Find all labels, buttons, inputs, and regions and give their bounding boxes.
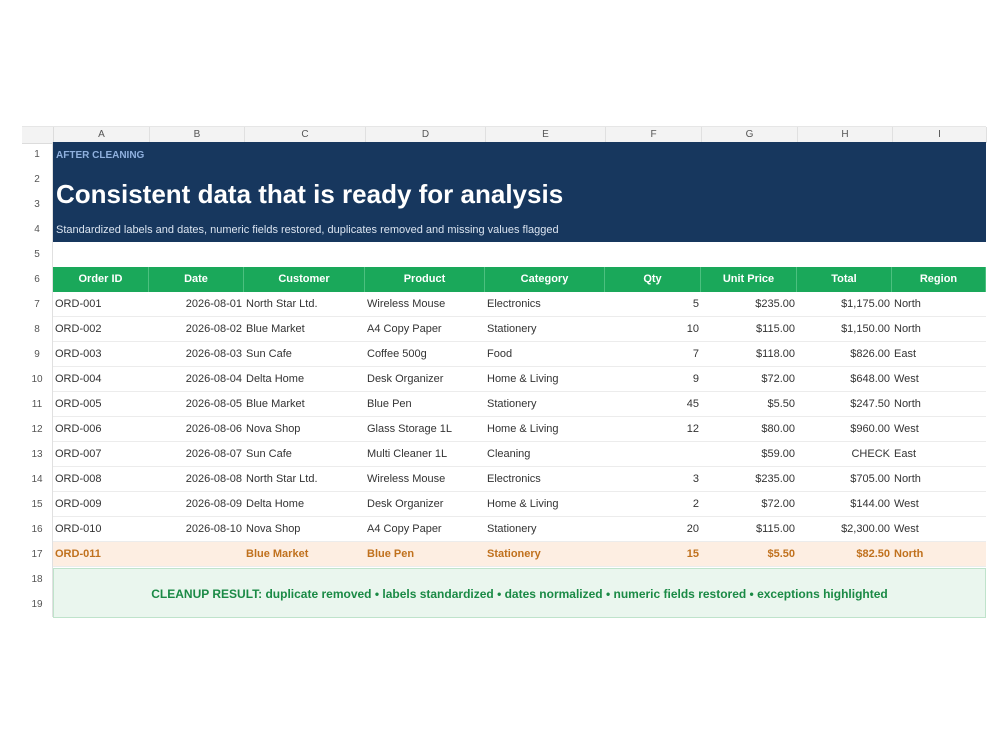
row-number-6[interactable]: 6 [22,267,53,292]
table-cell[interactable]: North [894,398,921,410]
table-cell[interactable]: North Star Ltd. [246,473,318,485]
table-cell[interactable]: 7 [692,348,699,360]
table-cell[interactable]: ORD-001 [55,298,102,310]
table-header-cell[interactable]: Product [365,267,485,292]
table-cell[interactable]: $2,300.00 [841,523,890,535]
table-cell[interactable]: Home & Living [487,373,559,385]
table-cell[interactable]: 5 [692,298,699,310]
table-cell[interactable]: West [894,523,919,535]
column-header-a[interactable]: A [54,127,150,143]
table-header-cell[interactable]: Region [892,267,986,292]
table-cell[interactable]: $59.00 [761,448,795,460]
table-cell[interactable]: A4 Copy Paper [367,523,442,535]
table-row [53,292,986,317]
table-header-cell[interactable]: Date [149,267,244,292]
table-cell[interactable]: North [894,473,921,485]
table-cell[interactable]: ORD-008 [55,473,102,485]
table-cell[interactable]: Sun Cafe [246,348,292,360]
table-header-row [53,267,986,292]
table-row [53,467,986,492]
table-cell[interactable]: ORD-011 [55,548,101,560]
table-cell[interactable]: West [894,373,919,385]
cleanup-result-banner: CLEANUP RESULT: duplicate removed • labels standardized • dates normalized • numeric fields restored • exceptions highlighted [53,568,986,618]
table-cell[interactable]: $144.00 [850,498,890,510]
select-all-corner[interactable] [22,127,54,143]
table-cell[interactable]: 10 [686,323,699,335]
table-cell[interactable]: 15 [686,548,699,560]
table-cell[interactable]: Wireless Mouse [367,298,446,310]
table-cell[interactable]: 2026-08-03 [185,348,242,360]
row-number-19[interactable]: 19 [22,592,53,617]
table-cell[interactable]: Blue Market [246,548,309,560]
row-number-14[interactable]: 14 [22,467,53,492]
table-cell[interactable]: $648.00 [850,373,890,385]
table-cell[interactable]: $5.50 [767,548,795,560]
column-header-h[interactable]: H [798,127,893,143]
row-number-9[interactable]: 9 [22,342,53,367]
table-row [53,517,986,542]
table-row [53,492,986,517]
column-header-i[interactable]: I [893,127,987,143]
table-cell[interactable]: West [894,498,919,510]
row-number-2[interactable]: 2 [22,167,53,192]
table-cell[interactable]: Blue Pen [367,548,415,560]
table-cell[interactable]: $1,175.00 [841,298,890,310]
table-cell[interactable]: 2026-08-09 [185,498,242,510]
table-cell[interactable]: ORD-005 [55,398,102,410]
table-cell[interactable]: Stationery [487,398,537,410]
table-cell[interactable]: North Star Ltd. [246,298,318,310]
table-cell[interactable]: $72.00 [761,373,795,385]
row-number-10[interactable]: 10 [22,367,53,392]
table-cell[interactable]: 2026-08-07 [185,448,242,460]
column-header-b[interactable]: B [150,127,245,143]
table-cell[interactable]: 2026-08-01 [185,298,242,310]
table-cell[interactable]: $235.00 [755,473,795,485]
table-cell[interactable]: Sun Cafe [246,448,292,460]
table-cell[interactable]: 2026-08-05 [185,398,242,410]
table-cell[interactable]: $5.50 [767,398,795,410]
table-cell[interactable]: Electronics [487,298,541,310]
table-cell[interactable]: Wireless Mouse [367,473,446,485]
table-cell[interactable]: $118.00 [756,348,795,360]
table-cell[interactable]: East [894,448,917,460]
row-number-3[interactable]: 3 [22,192,53,217]
table-cell[interactable]: 12 [686,423,699,435]
table-cell[interactable]: ORD-007 [55,448,102,460]
banner-kicker: AFTER CLEANING [56,150,145,161]
table-row [53,342,986,367]
table-cell[interactable]: Stationery [487,323,537,335]
table-cell[interactable]: 2026-08-06 [185,423,242,435]
table-cell[interactable]: 2 [692,498,699,510]
table-cell[interactable]: $80.00 [761,423,795,435]
table-cell[interactable]: 2026-08-08 [185,473,242,485]
table-header-cell[interactable]: Total [797,267,892,292]
row-number-18[interactable]: 18 [22,567,53,592]
table-row [53,367,986,392]
row-number-8[interactable]: 8 [22,317,53,342]
column-header-f[interactable]: F [606,127,702,143]
orders-table [53,267,986,567]
table-cell[interactable]: CHECK [851,448,890,460]
table-cell[interactable]: Home & Living [487,423,559,435]
table-cell[interactable]: Blue Market [246,323,305,335]
table-cell[interactable]: $826.00 [850,348,890,360]
table-cell[interactable]: Desk Organizer [367,498,444,510]
table-header-cell[interactable]: Customer [244,267,365,292]
row-number-13[interactable]: 13 [22,442,53,467]
table-cell[interactable]: West [894,423,919,435]
table-cell[interactable]: $82.50 [856,548,890,560]
table-cell[interactable]: 45 [686,398,699,410]
column-header-e[interactable]: E [486,127,606,143]
row-number-7[interactable]: 7 [22,292,53,317]
table-header-cell[interactable]: Category [485,267,605,292]
column-header-d[interactable]: D [366,127,486,143]
table-cell[interactable]: Delta Home [246,373,305,385]
banner-subtitle: Standardized labels and dates, numeric fields restored, duplicates removed and missing values flagged [56,224,559,236]
table-cell[interactable]: Stationery [487,523,537,535]
table-row [53,317,986,342]
banner-title: Consistent data that is ready for analysis [56,179,564,209]
table-cell[interactable]: ORD-006 [55,423,102,435]
table-body [53,292,986,567]
table-cell[interactable]: ORD-009 [55,498,102,510]
table-cell[interactable]: 20 [686,523,699,535]
table-cell[interactable]: Desk Organizer [367,373,444,385]
table-cell[interactable]: Coffee 500g [367,348,427,360]
table-cell[interactable]: 2026-08-10 [185,523,242,535]
row-number-11[interactable]: 11 [22,392,53,417]
table-cell[interactable]: $235.00 [755,298,795,310]
table-cell[interactable]: Delta Home [246,498,305,510]
table-cell[interactable]: Multi Cleaner 1L [367,448,448,460]
row-number-17[interactable]: 17 [22,542,53,567]
table-cell[interactable]: Blue Pen [367,398,412,410]
table-cell[interactable] [149,542,244,566]
table-row [53,417,986,442]
table-cell[interactable]: $247.50 [850,398,890,410]
table-cell[interactable]: $1,150.00 [841,323,890,335]
table-cell[interactable]: $705.00 [850,473,890,485]
table-row [53,392,986,417]
table-cell[interactable]: Stationery [487,548,541,560]
table-cell[interactable]: 9 [692,373,699,385]
table-cell[interactable]: ORD-004 [55,373,102,385]
row-number-1[interactable]: 1 [22,142,53,167]
table-header-cell[interactable]: Qty [605,267,701,292]
row-number-16[interactable]: 16 [22,517,53,542]
table-cell[interactable]: Glass Storage 1L [367,423,452,435]
table-row [53,542,986,567]
table-cell[interactable]: ORD-002 [55,323,102,335]
title-banner [53,142,986,242]
table-cell[interactable]: North [894,298,921,310]
table-cell[interactable]: Cleaning [487,448,531,460]
table-cell[interactable]: $115.00 [756,523,795,535]
table-cell[interactable]: 2026-08-04 [185,373,242,385]
table-cell[interactable]: Nova Shop [246,423,301,435]
table-cell[interactable]: Food [487,348,513,360]
table-cell[interactable]: Nova Shop [246,523,301,535]
table-cell[interactable]: Home & Living [487,498,559,510]
row-number-gutter [22,142,53,617]
table-cell[interactable]: 3 [692,473,699,485]
row-number-12[interactable]: 12 [22,417,53,442]
table-cell[interactable]: ORD-003 [55,348,102,360]
row-number-15[interactable]: 15 [22,492,53,517]
table-cell[interactable]: $72.00 [761,498,795,510]
column-header-g[interactable]: G [702,127,798,143]
row-number-5[interactable]: 5 [22,242,53,267]
table-cell[interactable]: Blue Market [246,398,305,410]
column-header-c[interactable]: C [245,127,366,143]
table-cell[interactable]: North [894,323,921,335]
table-cell[interactable]: ORD-010 [55,523,102,535]
table-cell[interactable]: A4 Copy Paper [367,323,442,335]
table-cell[interactable]: Electronics [487,473,541,485]
table-header-cell[interactable]: Order ID [53,267,149,292]
table-header-cell[interactable]: Unit Price [701,267,797,292]
table-cell[interactable]: 2026-08-02 [185,323,242,335]
table-cell[interactable]: East [894,348,917,360]
table-cell[interactable]: $115.00 [756,323,795,335]
row-number-4[interactable]: 4 [22,217,53,242]
table-cell[interactable]: $960.00 [850,423,890,435]
spreadsheet [22,126,986,610]
table-cell[interactable]: North [894,548,924,560]
table-row [53,442,986,467]
table-cell[interactable] [605,442,701,466]
